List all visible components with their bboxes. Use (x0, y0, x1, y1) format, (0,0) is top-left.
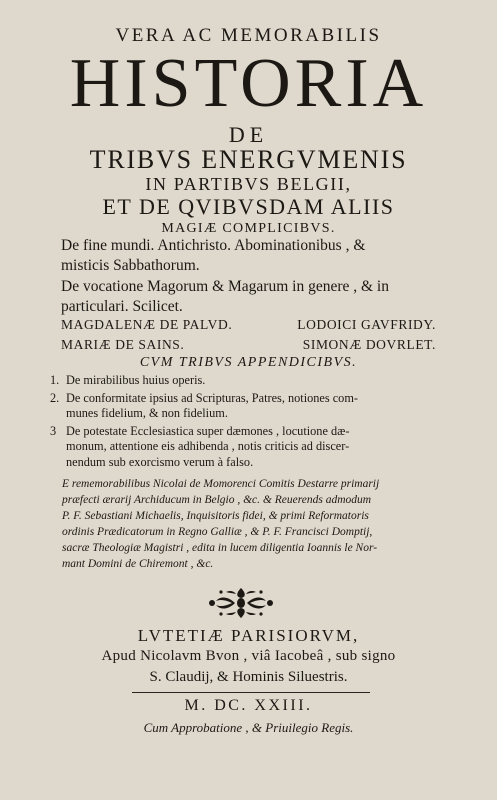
dedication-line: præfecti ærarij Archiducum in Belgio , &c. & Reuerends admodum (62, 494, 372, 506)
imprint-privilege: Cum Approbatione , & Priuilegio Regis. (143, 720, 354, 735)
imprint-printer: Apud Nicolavm Bvon , viâ Iacobeâ , sub signo (101, 648, 396, 664)
dedication-block (62, 476, 472, 572)
dedication-line: ordinis Prædicatorum in Regno Galliæ , & P. F. Francisci Domptij, (62, 526, 373, 538)
list-item-line: De potestate Ecclesiastica super dæmones , locutione dæ- (66, 423, 350, 438)
list-item-text (66, 391, 358, 422)
list-item-text (66, 424, 349, 471)
name-lodoici: LODOICI GAVFRIDY. (297, 317, 436, 332)
divider-rule (132, 692, 370, 693)
list-item-number: 1. (50, 373, 60, 387)
imprint-city: LVTETIÆ PARISIORVM, (137, 626, 360, 645)
title-quibusdam-aliis: ET DE QVIBVSDAM ALIIS (102, 194, 395, 219)
topic-fine-line-1: De fine mundi. Antichristo. Abominationibus , & (61, 237, 366, 254)
title-tribus-energumenis: TRIBVS ENERGVMENIS (89, 145, 408, 174)
topic-vocatione (61, 277, 461, 317)
list-item-line: monum, attentione eis adhibenda , notis criticis ad discer- (66, 439, 350, 453)
names-row (61, 315, 436, 335)
title-line-vera: VERA AC MEMORABILIS (115, 25, 382, 46)
list-item-number: 3 (50, 423, 57, 438)
topic-fine-mundi (61, 236, 461, 276)
list-item-line: munes fidelium, & non fidelium. (66, 406, 228, 420)
dedication-line: sacræ Theologiæ Magistri , edita in lucem diligentia Ioannis le Nor- (62, 542, 378, 554)
names-row (61, 335, 436, 355)
imprint-year: M. DC. XXIII. (184, 697, 313, 714)
name-magdalenae: MAGDALENÆ DE PALVD. (61, 317, 233, 332)
list-item-line: De conformitate ipsius ad Scripturas, Patres, notiones com- (66, 390, 358, 405)
title-de: DE (228, 122, 269, 147)
topic-vocatione-line-1: De vocatione Magorum & Magarum in genere , & in (61, 278, 389, 295)
names-block (61, 315, 436, 355)
dedication-line: E rememorabilibus Nicolai de Momorenci Comitis Destarre primarij (62, 478, 380, 490)
topic-fine-line-2: misticis Sabbathorum. (61, 257, 200, 274)
printers-fleuron-ornament-icon (206, 584, 276, 622)
list-item (50, 373, 470, 389)
list-item-number: 2. (50, 390, 60, 405)
list-item-line: De mirabilibus huius operis. (66, 373, 206, 387)
dedication-line: P. F. Sebastiani Michaelis, Inquisitoris fidei, & primi Reformatoris (62, 510, 369, 522)
list-item-line: nendum sub exorcismo verum à falso. (66, 454, 254, 469)
name-mariae: MARIÆ DE SAINS. (61, 337, 185, 352)
list-item-text (66, 373, 205, 389)
appendices-list (50, 373, 470, 472)
name-simonae: SIMONÆ DOVRLET. (302, 337, 436, 352)
dedication-line: mant Domini de Chiremont , &c. (62, 558, 214, 570)
appendices-heading: CVM TRIBVS APPENDICIBVS. (139, 355, 358, 370)
imprint-sign: S. Claudij, & Hominis Siluestris. (149, 669, 348, 685)
topic-vocatione-line-2: particulari. Scilicet. (61, 298, 183, 315)
main-title: HISTORIA (69, 45, 428, 122)
title-magiae-complicibus: MAGIÆ COMPLICIBVS. (161, 221, 336, 236)
list-item (50, 424, 470, 471)
list-item (50, 391, 470, 422)
title-partibus-belgii: IN PARTIBVS BELGII, (145, 174, 352, 194)
